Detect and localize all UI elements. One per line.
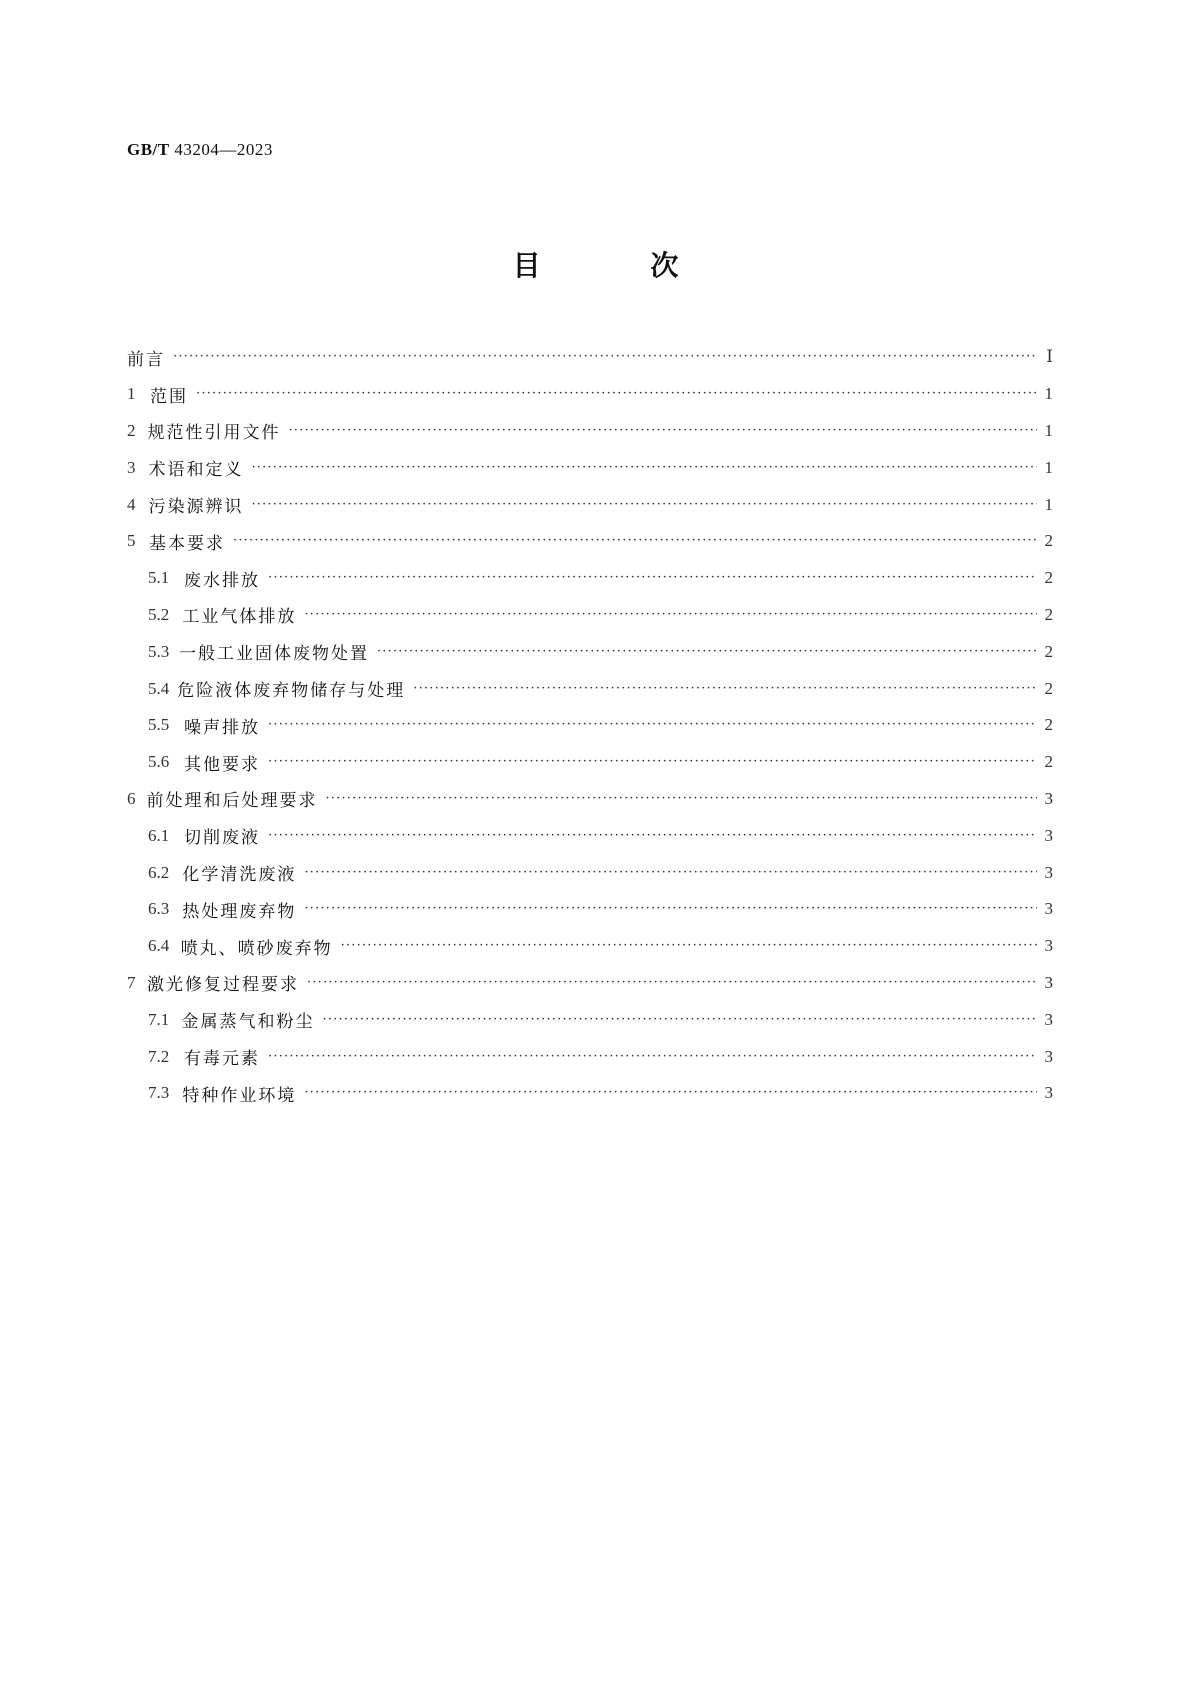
toc-entry-label: 前处理和后处理要求	[146, 791, 318, 812]
toc-entry-page: 1	[1044, 457, 1053, 477]
toc-entry-label: 化学清洗废液	[182, 865, 297, 886]
toc-entry-label: 噪声排放	[184, 717, 261, 738]
toc-leader-dots	[251, 496, 1037, 514]
toc-leader-dots	[173, 348, 1037, 366]
toc-entry-2[interactable]	[127, 413, 1053, 450]
toc-leader-dots	[196, 385, 1037, 403]
toc-entry-page: 3	[1044, 825, 1053, 845]
toc-entry-number: 1	[127, 384, 136, 404]
toc-leader-dots	[233, 532, 1037, 550]
table-of-contents	[127, 339, 1053, 1112]
toc-leader-dots	[268, 827, 1037, 845]
toc-entry-page: 3	[1044, 788, 1053, 808]
toc-entry-6[interactable]	[127, 781, 1053, 818]
toc-entry-6-1[interactable]	[127, 817, 1053, 854]
toc-entry-page: 3	[1044, 936, 1053, 956]
toc-entry-7[interactable]	[127, 965, 1053, 1002]
toc-entry-page: 3	[1044, 972, 1053, 992]
toc-entry-5[interactable]	[127, 523, 1053, 560]
toc-leader-dots	[268, 716, 1037, 734]
toc-entry-number: 3	[127, 457, 136, 477]
toc-leader-dots	[307, 974, 1037, 992]
toc-entry-page: Ⅰ	[1046, 347, 1053, 367]
toc-entry-label: 切削废液	[184, 828, 261, 849]
toc-entry-number: 5.6	[148, 752, 170, 772]
toc-entry-7-3[interactable]	[127, 1075, 1053, 1112]
toc-entry-5-5[interactable]	[127, 707, 1053, 744]
toc-entry-label: 有毒元素	[184, 1049, 261, 1070]
toc-entry-number: 6.2	[148, 862, 170, 882]
toc-entry-page: 1	[1044, 420, 1053, 440]
toc-leader-dots	[325, 790, 1037, 808]
toc-entry-number: 7.2	[148, 1046, 170, 1066]
toc-entry-label: 前言	[127, 349, 165, 370]
toc-entry-number: 5.2	[148, 604, 170, 624]
toc-leader-dots	[304, 900, 1037, 918]
toc-entry-page: 1	[1044, 494, 1053, 514]
toc-leader-dots	[288, 422, 1037, 440]
toc-entry-page: 2	[1044, 531, 1053, 551]
toc-entry-foreword[interactable]	[127, 339, 1053, 376]
toc-entry-number: 6.3	[148, 899, 170, 919]
toc-leader-dots	[268, 569, 1037, 587]
toc-entry-number: 7.1	[148, 1009, 170, 1029]
toc-entry-label: 工业气体排放	[182, 607, 297, 628]
toc-entry-label: 其他要求	[184, 754, 261, 775]
toc-entry-label: 术语和定义	[148, 460, 244, 481]
toc-entry-4[interactable]	[127, 486, 1053, 523]
toc-entry-number: 4	[127, 494, 136, 514]
toc-entry-number: 2	[127, 420, 136, 440]
toc-leader-dots	[413, 680, 1037, 698]
toc-entry-page: 3	[1044, 1083, 1053, 1103]
toc-entry-6-3[interactable]	[127, 891, 1053, 928]
toc-entry-label: 废水排放	[184, 570, 261, 591]
toc-entry-page: 2	[1044, 752, 1053, 772]
toc-entry-label: 范围	[150, 386, 188, 407]
toc-entry-number: 6	[127, 788, 136, 808]
toc-entry-label: 危险液体废弃物储存与处理	[177, 681, 406, 702]
toc-leader-dots	[268, 753, 1037, 771]
toc-entry-number: 6.1	[148, 825, 170, 845]
toc-entry-label: 激光修复过程要求	[146, 975, 299, 996]
toc-leader-dots	[268, 1048, 1037, 1066]
standard-code	[127, 140, 273, 160]
toc-entry-6-4[interactable]	[127, 928, 1053, 965]
toc-entry-number: 5.3	[148, 641, 170, 661]
toc-entry-page: 1	[1044, 384, 1053, 404]
toc-leader-dots	[323, 1011, 1038, 1029]
toc-leader-dots	[304, 606, 1037, 624]
standard-number: 43204—2023	[174, 140, 273, 159]
toc-entry-5-6[interactable]	[127, 744, 1053, 781]
toc-entry-label: 特种作业环境	[182, 1085, 297, 1106]
toc-entry-number: 6.4	[148, 936, 170, 956]
toc-entry-label: 污染源辨识	[148, 497, 244, 518]
toc-entry-label: 金属蒸气和粉尘	[181, 1012, 315, 1033]
toc-leader-dots	[251, 459, 1037, 477]
toc-entry-page: 2	[1044, 604, 1053, 624]
toc-entry-page: 2	[1044, 568, 1053, 588]
toc-entry-number: 5	[127, 531, 136, 551]
toc-entry-label: 喷丸、喷砂废弃物	[180, 938, 333, 959]
toc-leader-dots	[304, 864, 1037, 882]
toc-entry-6-2[interactable]	[127, 854, 1053, 891]
toc-entry-page: 2	[1044, 715, 1053, 735]
toc-entry-number: 5.4	[148, 678, 170, 698]
toc-entry-number: 7	[127, 972, 136, 992]
toc-entry-page: 3	[1044, 862, 1053, 882]
toc-leader-dots	[341, 937, 1037, 955]
page-title: 目 次	[512, 249, 729, 282]
toc-entry-label: 规范性引用文件	[147, 423, 281, 444]
toc-entry-number: 5.5	[148, 715, 170, 735]
toc-entry-page: 3	[1044, 899, 1053, 919]
toc-entry-5-2[interactable]	[127, 597, 1053, 634]
toc-entry-page: 2	[1044, 678, 1053, 698]
toc-entry-label: 一般工业固体废物处置	[178, 644, 369, 665]
toc-entry-5-4[interactable]	[127, 670, 1053, 707]
toc-leader-dots	[304, 1084, 1037, 1102]
toc-entry-5-1[interactable]	[127, 560, 1053, 597]
toc-entry-label: 基本要求	[148, 533, 225, 554]
toc-entry-number: 5.1	[148, 568, 170, 588]
toc-entry-number: 7.3	[148, 1083, 170, 1103]
toc-entry-3[interactable]	[127, 449, 1053, 486]
toc-entry-5-3[interactable]	[127, 633, 1053, 670]
toc-entry-7-1[interactable]	[127, 1001, 1053, 1038]
toc-entry-label: 热处理废弃物	[182, 901, 297, 922]
toc-entry-7-2[interactable]	[127, 1038, 1053, 1075]
toc-entry-page: 3	[1044, 1009, 1053, 1029]
toc-entry-1[interactable]	[127, 376, 1053, 413]
toc-entry-page: 3	[1044, 1046, 1053, 1066]
standard-prefix: GB/T	[127, 140, 170, 159]
toc-entry-page: 2	[1044, 641, 1053, 661]
toc-leader-dots	[377, 643, 1037, 661]
